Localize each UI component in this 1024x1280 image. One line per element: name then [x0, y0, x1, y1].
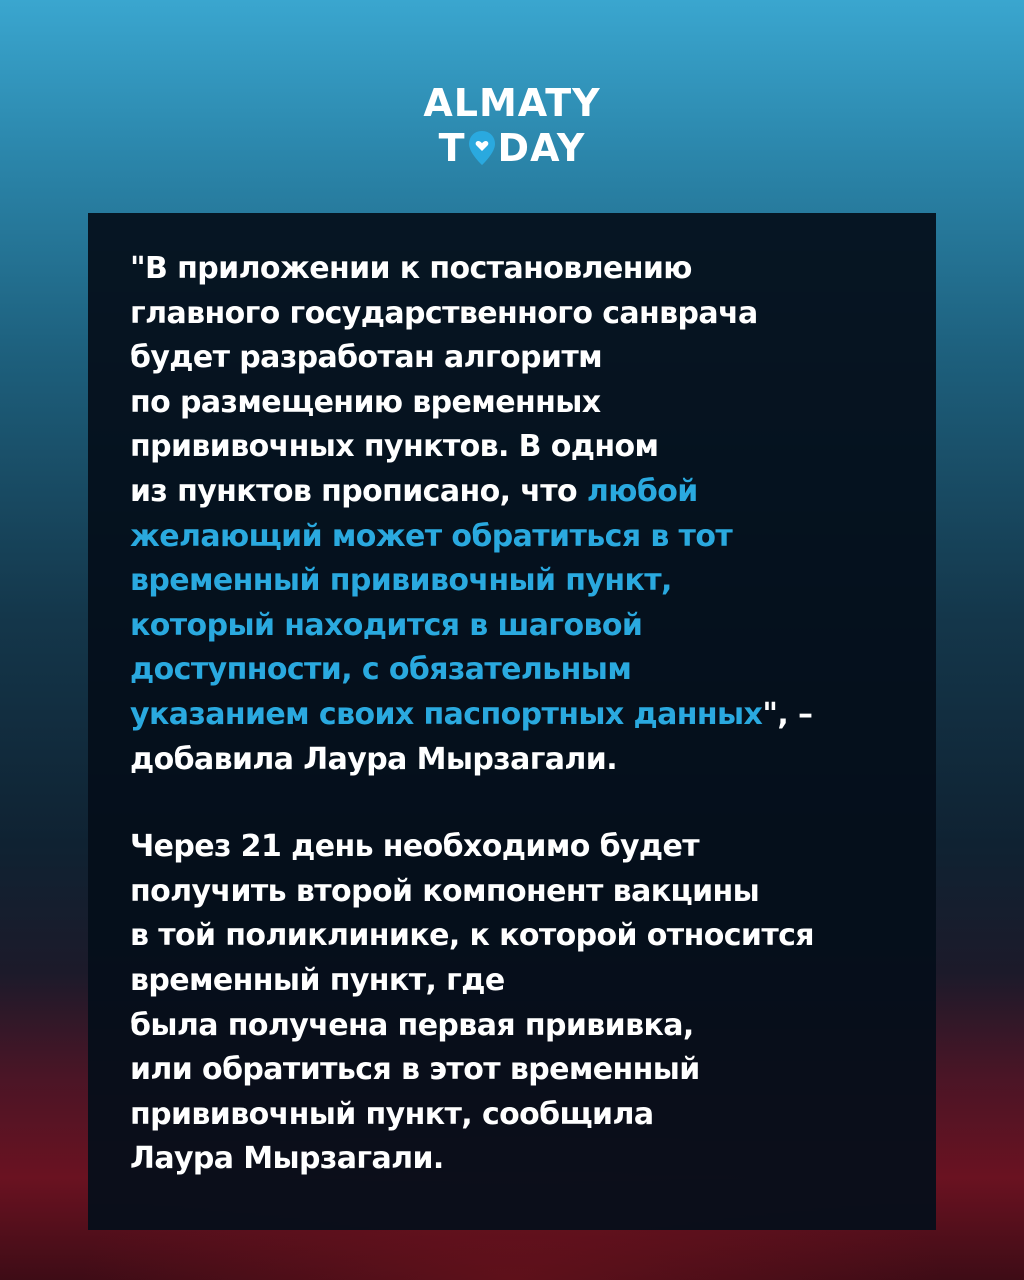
quote-panel: [88, 213, 936, 1230]
text-line-mixed: [130, 693, 920, 738]
plain-text: из пунктов прописано, что: [130, 473, 587, 509]
logo-text-line2: [439, 128, 586, 168]
text-line: в той поликлинике, к которой относится: [130, 918, 814, 954]
quote-text: [130, 247, 920, 1182]
text-line: получить второй компонент вакцины: [130, 873, 760, 909]
brand-logo: [0, 81, 1024, 170]
text-line: будет разработан алгоритм: [130, 340, 603, 376]
text-line: или обратиться в этот временный: [130, 1052, 700, 1088]
highlighted-text-line: временный прививочный пункт,: [130, 563, 672, 599]
logo-text-t: T: [438, 126, 466, 170]
highlighted-text-line: желающий может обратиться в тот: [130, 518, 733, 554]
highlighted-text-line: доступности, с обязательным: [130, 652, 632, 688]
text-line-mixed: [130, 470, 920, 515]
text-line: была получена первая прививка,: [130, 1007, 694, 1043]
attribution-line: добавила Лаура Мырзагали.: [130, 741, 618, 777]
paragraph-gap: [130, 782, 920, 825]
logo-text-line1: ALMATY: [423, 81, 601, 125]
text-line: прививочных пунктов. В одном: [130, 429, 659, 465]
text-line: по размещению временных: [130, 384, 601, 420]
highlighted-text: указанием своих паспортных данных: [130, 696, 763, 732]
text-line: Лаура Мырзагали.: [130, 1141, 444, 1177]
text-line: временный пункт, где: [130, 962, 505, 998]
text-line: "В приложении к постановлению: [130, 251, 692, 286]
plain-text: ", –: [762, 696, 813, 732]
logo-text-day: DAY: [497, 126, 586, 170]
highlighted-text-line: который находится в шаговой: [130, 607, 643, 643]
text-line: Через 21 день необходимо будет: [130, 829, 700, 865]
highlighted-text: любой: [586, 473, 698, 509]
location-pin-heart-icon: [467, 130, 497, 166]
text-line: главного государственного санврача: [130, 295, 758, 331]
text-line: прививочный пункт, сообщила: [130, 1096, 654, 1132]
